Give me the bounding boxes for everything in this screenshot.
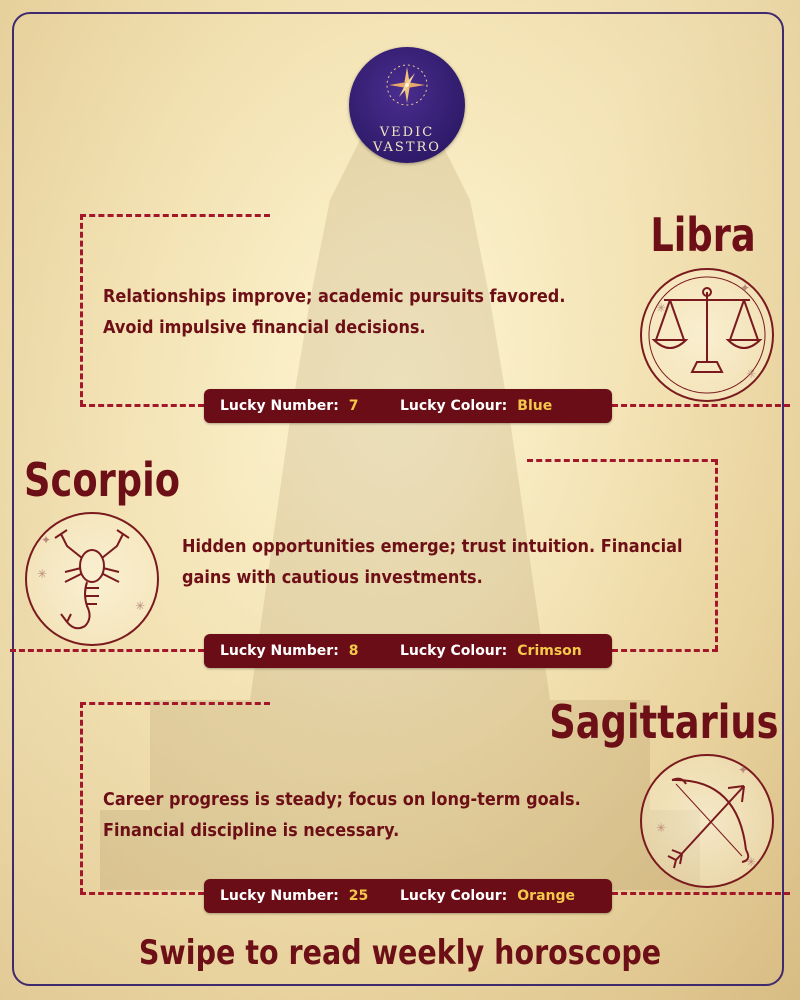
lucky-number-label: Lucky Number: bbox=[220, 643, 339, 659]
sagittarius-forecast-line1: Career progress is steady; focus on long-term goals. bbox=[103, 790, 581, 810]
lucky-number-label: Lucky Number: bbox=[220, 398, 339, 414]
svg-text:✳: ✳ bbox=[135, 599, 146, 613]
lucky-number-label: Lucky Number: bbox=[220, 888, 339, 904]
sign-title-libra: Libra bbox=[650, 208, 756, 262]
lucky-colour-label: Lucky Colour: bbox=[400, 888, 508, 904]
svg-text:✳: ✳ bbox=[656, 821, 667, 835]
lucky-colour-label: Lucky Colour: bbox=[400, 643, 508, 659]
svg-text:✦: ✦ bbox=[738, 763, 749, 777]
svg-text:✳: ✳ bbox=[37, 567, 48, 581]
libra-lucky-bar bbox=[204, 389, 612, 423]
sagittarius-symbol bbox=[640, 754, 774, 888]
libra-lucky-colour: Blue bbox=[517, 398, 553, 414]
libra-lucky-number: 7 bbox=[348, 398, 359, 414]
compass-star-icon bbox=[382, 61, 432, 117]
libra-forecast-line1: Relationships improve; academic pursuits favored. bbox=[103, 287, 566, 307]
svg-text:✦: ✦ bbox=[41, 533, 52, 547]
sign-title-scorpio: Scorpio bbox=[24, 453, 180, 507]
scorpio-lucky-bar bbox=[204, 634, 612, 668]
svg-text:✳: ✳ bbox=[656, 301, 667, 315]
brand-logo bbox=[349, 47, 465, 163]
sagittarius-lucky-colour: Orange bbox=[517, 888, 576, 904]
swipe-prompt[interactable]: Swipe to read weekly horoscope bbox=[138, 933, 662, 973]
scorpio-scorpion-icon bbox=[27, 514, 157, 644]
sagittarius-lucky-bar bbox=[204, 879, 612, 913]
scorpio-lucky-colour: Crimson bbox=[517, 643, 582, 659]
svg-text:✦: ✦ bbox=[740, 281, 751, 295]
sagittarius-bow-arrow-icon bbox=[642, 756, 772, 886]
lucky-colour-label: Lucky Colour: bbox=[400, 398, 508, 414]
scorpio-forecast-line1: Hidden opportunities emerge; trust intuition. Financial bbox=[182, 537, 683, 557]
sign-title-sagittarius: Sagittarius bbox=[548, 695, 778, 749]
brand-name-line1: VEDIC bbox=[379, 125, 435, 140]
sagittarius-lucky-number: 25 bbox=[348, 888, 369, 904]
scorpio-symbol bbox=[25, 512, 159, 646]
libra-forecast-line2: Avoid impulsive financial decisions. bbox=[103, 318, 426, 338]
svg-text:✳: ✳ bbox=[746, 855, 757, 869]
brand-name-line2: VASTRO bbox=[373, 140, 441, 155]
scorpio-forecast-line2: gains with cautious investments. bbox=[182, 568, 483, 588]
libra-symbol bbox=[640, 268, 774, 402]
scorpio-lucky-number: 8 bbox=[348, 643, 359, 659]
svg-text:✳: ✳ bbox=[746, 367, 757, 381]
sagittarius-forecast-line2: Financial discipline is necessary. bbox=[103, 821, 400, 841]
libra-scales-icon bbox=[642, 270, 772, 400]
